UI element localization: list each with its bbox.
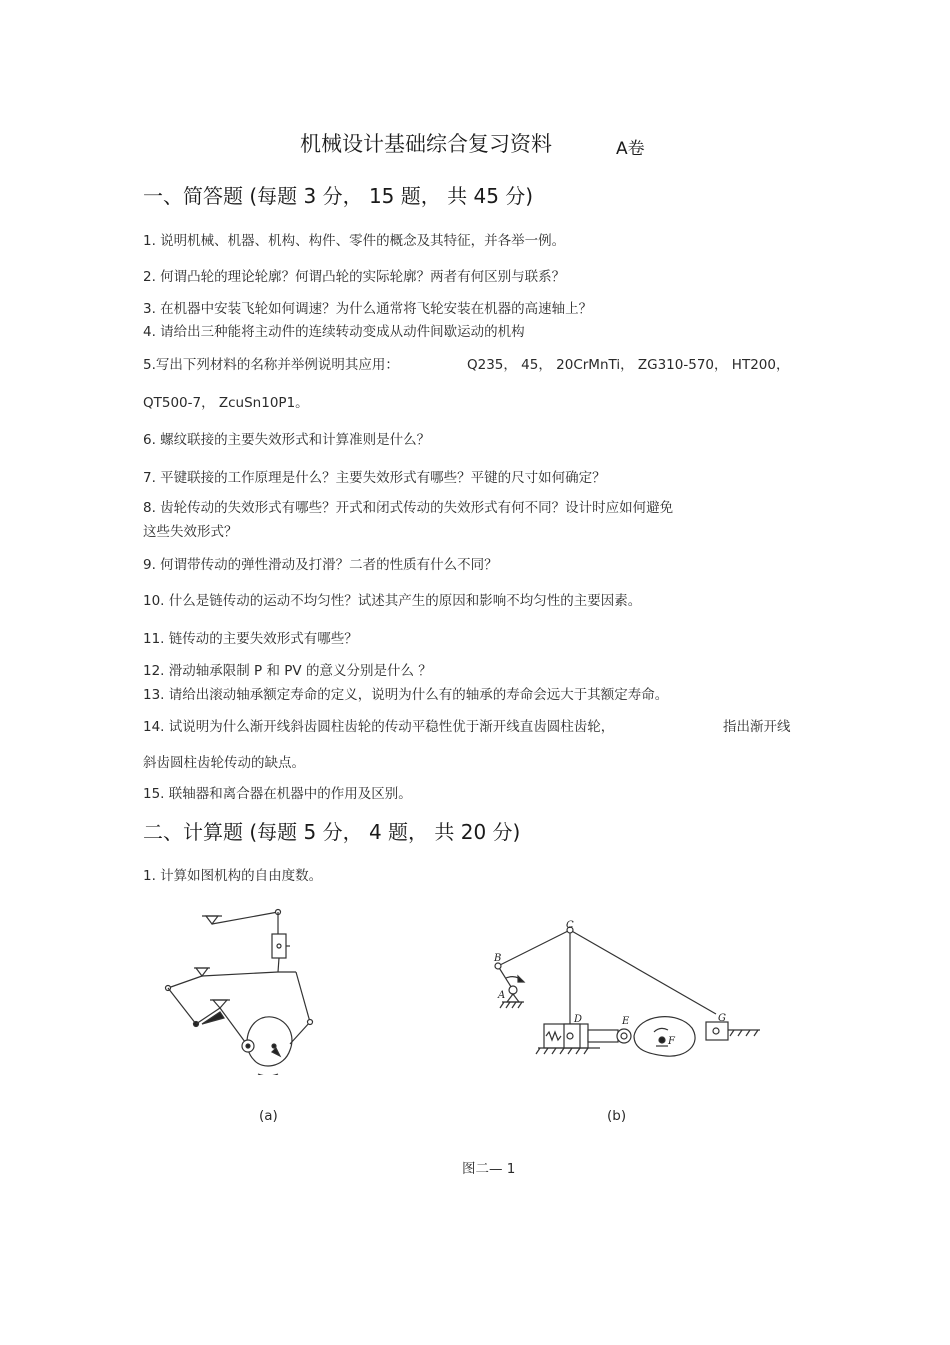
question-1-12: 12. 滑动轴承限制 P 和 PV 的意义分别是什么 ？	[143, 663, 432, 679]
label-f: F	[668, 1036, 675, 1047]
question-1-9: 9. 何谓带传动的弹性滑动及打滑？二者的性质有什么不同？	[143, 557, 498, 573]
label-c: C	[566, 920, 574, 931]
label-a: A	[498, 990, 506, 1001]
question-1-13: 13. 请给出滚动轴承额定寿命的定义，说明为什么有的轴承的寿命会远大于其额定寿命。	[143, 687, 669, 703]
label-d: D	[574, 1014, 583, 1025]
label-g: G	[718, 1013, 726, 1024]
section-1-heading: 一、简答题 (每题 3 分， 15 题， 共 45 分)	[143, 184, 534, 208]
question-1-8: 8. 齿轮传动的失效形式有哪些？开式和闭式传动的失效形式有何不同？设计时应如何避免	[143, 500, 674, 516]
label-e: E	[622, 1016, 630, 1027]
question-1-11: 11. 链传动的主要失效形式有哪些？	[143, 631, 358, 647]
question-1-14: 14. 试说明为什么渐开线斜齿圆柱齿轮的传动平稳性优于渐开线直齿圆柱齿轮，	[143, 719, 615, 735]
question-1-10: 10. 什么是链传动的运动不均匀性？试述其产生的原因和影响不均匀性的主要因素。	[143, 593, 642, 609]
mechanism-diagram-a	[150, 900, 330, 1075]
section-2-heading: 二、计算题 (每题 5 分， 4 题， 共 20 分)	[143, 820, 521, 844]
label-b: B	[494, 953, 502, 964]
paper-version: A卷	[616, 139, 645, 159]
question-1-3: 3. 在机器中安装飞轮如何调速？为什么通常将飞轮安装在机器的高速轴上？	[143, 301, 593, 317]
question-1-2: 2. 何谓凸轮的理论轮廓？何谓凸轮的实际轮廓？两者有何区别与联系？	[143, 269, 566, 285]
page-title: 机械设计基础综合复习资料	[300, 132, 552, 156]
figure-caption-a: (a)	[259, 1108, 278, 1124]
question-1-5-materials-cont: QT500-7， ZcuSn10P1。	[143, 395, 309, 411]
question-1-6: 6. 螺纹联接的主要失效形式和计算准则是什么？	[143, 432, 431, 448]
figure-caption: 图二— 1	[462, 1161, 516, 1177]
question-1-14-tail: 指出渐开线	[723, 719, 791, 735]
question-1-14-cont: 斜齿圆柱齿轮传动的缺点。	[143, 755, 305, 771]
question-1-7: 7. 平键联接的工作原理是什么？主要失效形式有哪些？平键的尺寸如何确定？	[143, 470, 606, 486]
mechanism-diagram-b	[488, 918, 763, 1058]
figure-caption-b: (b)	[607, 1108, 627, 1124]
question-1-5-prompt: 5.写出下列材料的名称并举例说明其应用：	[143, 357, 399, 373]
question-1-15: 15. 联轴器和离合器在机器中的作用及区别。	[143, 786, 412, 802]
question-1-4: 4. 请给出三种能将主动件的连续转动变成从动件间歇运动的机构	[143, 324, 525, 340]
question-1-8-cont: 这些失效形式？	[143, 524, 238, 540]
question-2-1: 1. 计算如图机构的自由度数。	[143, 868, 323, 884]
question-1-5-materials: Q235， 45， 20CrMnTi， ZG310-570， HT200，	[467, 357, 790, 373]
question-1-1: 1. 说明机械、机器、机构、构件、零件的概念及其特征，并各举一例。	[143, 233, 566, 249]
